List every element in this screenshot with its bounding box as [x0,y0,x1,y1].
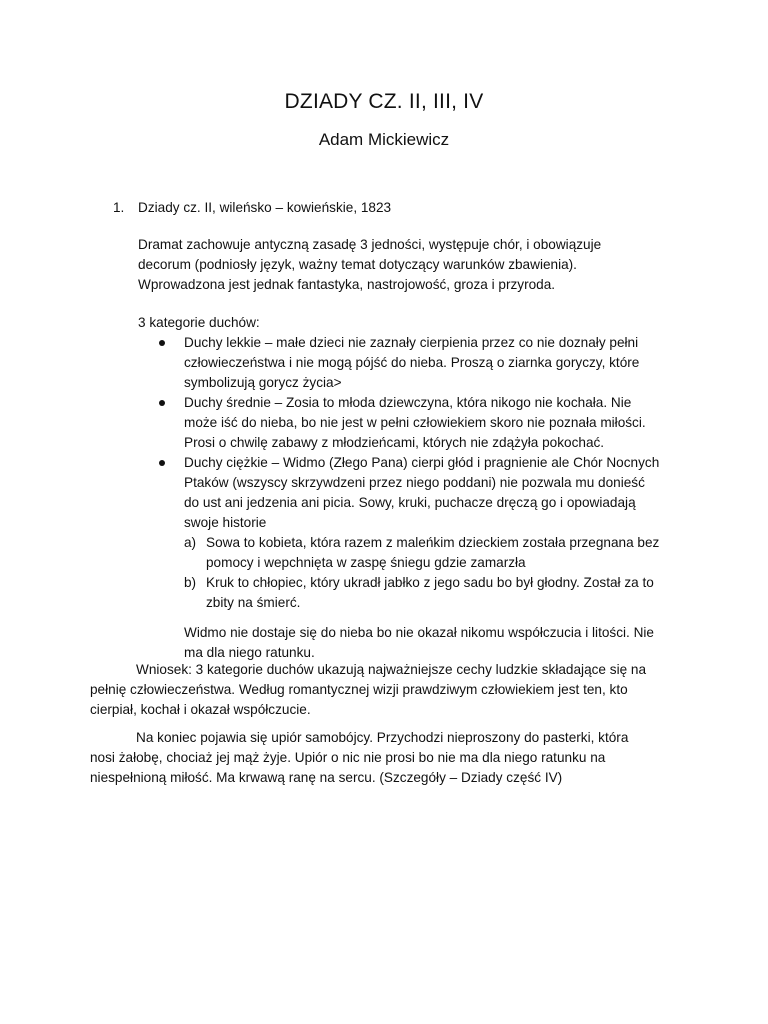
final-line: nosi żałobę, chociaż jej mąż żyje. Upiór o nic nie prosi bo nie ma dla niego ratunku na [90,750,606,765]
list-item-line: Duchy średnie – Zosia to młoda dziewczyna, która nikogo nie kochała. Nie [184,395,632,410]
document-author: Adam Mickiewicz [318,130,450,149]
widmo-line: Widmo nie dostaje się do nieba bo nie okazał nikomu współczucia i litości. Nie [184,625,654,640]
intro-line: Dramat zachowuje antyczną zasadę 3 jedności, występuje chór, i obowiązuje [138,237,602,252]
list-item [155,453,685,663]
sub-item-line: Sowa to kobieta, która razem z maleńkim dzieckiem została przegnana bez [206,535,660,550]
section-heading [113,198,391,218]
list-item-line: może iść do nieba, bo nie jest w pełni człowiekiem skoro nie poznała miłości. [184,415,646,430]
sub-marker: b) [184,575,197,590]
final-line: niespełnioną miłość. Ma krwawą ranę na sercu. (Szczegóły – Dziady część IV) [90,770,563,785]
final-line: Na koniec pojawia się upiór samobójcy. Przychodzi nieproszony do pasterki, która [136,730,629,745]
list-item-line: człowieczeństwa i nie mogą pójść do nieba. Proszą o ziarnka goryczy, które [184,355,640,370]
list-item-line: do ust ani jedzenia ani picia. Sowy, kruki, puchacze dręczą go i opowiadają [184,495,636,510]
sub-list [184,533,685,613]
list-item [155,333,685,393]
conclusion-text [90,660,683,720]
bullet-icon [159,400,165,406]
list-item-line: Ptaków (wszyscy skrzywdzeni przez niego poddani) nie pozwala mu donieść [184,475,645,490]
sub-item-line: zbity na śmierć. [206,595,301,610]
sub-marker: a) [184,535,197,550]
conclusion-line: Wniosek: 3 kategorie duchów ukazują najważniejsze cechy ludzkie składające się na [136,662,647,677]
section-heading-text: Dziady cz. II, wileńsko – kowieńskie, 1823 [138,200,392,215]
widmo-paragraph [184,623,685,663]
list-item-line: Duchy lekkie – małe dzieci nie zaznały cierpienia przez co nie doznały pełni [184,335,639,350]
section-number: 1. [113,200,125,215]
final-paragraph [90,728,683,788]
conclusion-line: cierpiał, kochał i okazał współczucie. [90,702,311,717]
document-title: DZIADY CZ. II, III, IV [284,90,484,113]
categories-label: 3 kategorie duchów: [138,315,260,330]
sub-list-item [184,533,685,573]
intro-line: decorum (podniosły język, ważny temat dotyczący warunków zbawienia). [138,257,577,272]
sub-list-item [184,573,685,613]
intro-paragraph [138,235,676,295]
list-item [155,393,685,453]
conclusion-line: pełnię człowieczeństwa. Według romantycznej wizji prawdziwym człowiekiem jest ten, kto [90,682,628,697]
list-item-line: Duchy ciężkie – Widmo (Złego Pana) cierpi głód i pragnienie ale Chór Nocnych [184,455,660,470]
list-item-line: swoje historie [184,515,267,530]
sub-item-line: pomocy i wepchnięta w zaspę śniegu gdzie zamarzła [206,555,526,570]
list-item-line: Prosi o chwilę zabawy z młodzieńcami, których nie zdążyła pokochać. [184,435,605,450]
bullet-icon [159,340,165,346]
categories-list [155,333,685,663]
final-text [90,728,683,788]
conclusion-paragraph [90,660,683,720]
list-item-line: symbolizują gorycz życia> [184,375,342,390]
bullet-icon [159,460,165,466]
sub-item-line: Kruk to chłopiec, który ukradł jabłko z jego sadu bo był głodny. Został za to [206,575,654,590]
intro-line: Wprowadzona jest jednak fantastyka, nastrojowość, groza i przyroda. [138,277,556,292]
widmo-line: ma dla niego ratunku. [184,645,315,660]
